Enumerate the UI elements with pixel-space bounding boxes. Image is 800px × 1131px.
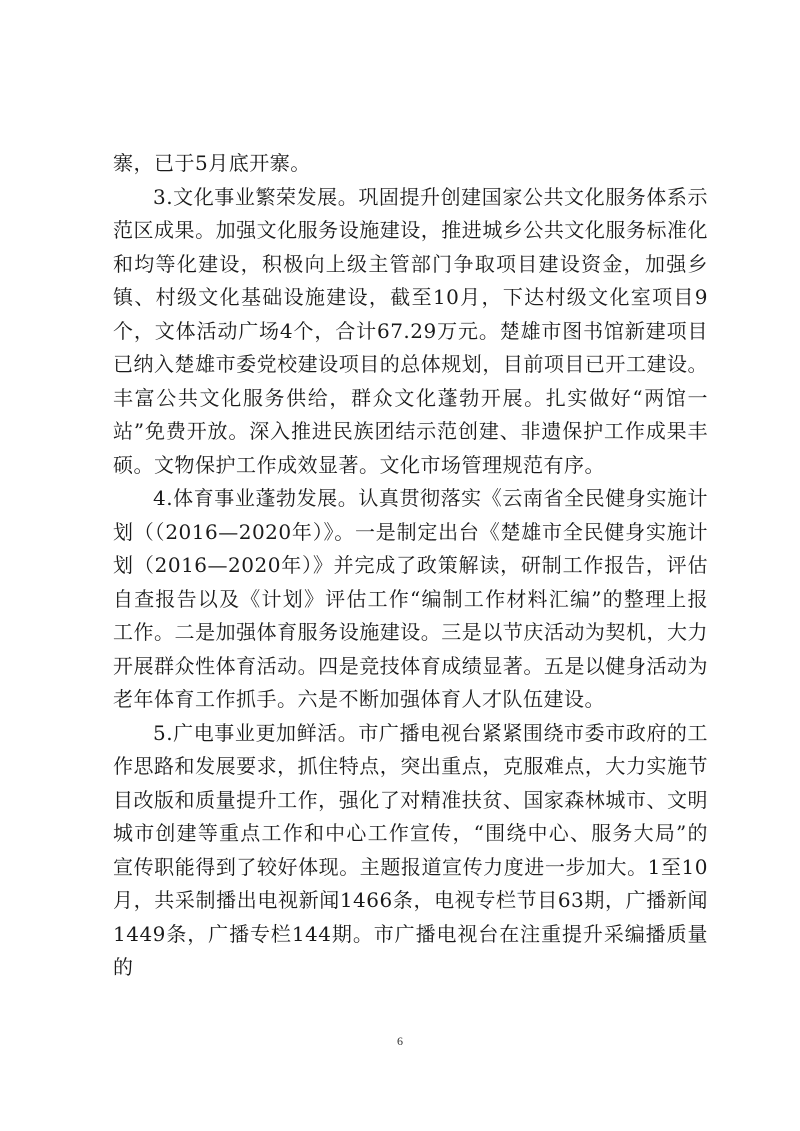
paragraph-sports: 4.体育事业蓬勃发展。认真贯彻落实《云南省全民健身实施计划（（2016—2020年）》。一是制定出台《楚雄市全民健身实施计划（2016—2020年）》并完成了政策解读，研制工作报告，评估自查报告以及《计划》评估工作“编制工作材料汇编”的整理上报工作。二是加强体育服务设施建设。三是以节庆活动为契机，大力开展群众性体育活动。四是竞技体育成绩显著。五是以健身活动为老年体育工作抓手。六是不断加强体育人才队伍建设。 — [113, 486, 708, 711]
paragraph-culture: 3.文化事业繁荣发展。巩固提升创建国家公共文化服务体系示范区成果。加强文化服务设施建设，推进城乡公共文化服务标准化和均等化建设，积极向上级主管部门争取项目建设资金，加强乡镇、村级文化基础设施建设，截至10月，下达村级文化室项目9个，文体活动广场4个，合计67.29万元。楚雄市图书馆新建项目已纳入楚雄市委党校建设项目的总体规划，目前项目已开工建设。丰富公共文化服务供给，群众文化蓬勃开展。扎实做好“两馆一站”免费开放。深入推进民族团结示范创建、非遗保护工作成果丰硕。文物保护工作成效显著。文化市场管理规范有序。 — [113, 184, 708, 477]
body-text — [113, 147, 708, 985]
paragraph-continuation: 寨，已于5月底开寨。 — [113, 151, 311, 175]
paragraph-broadcast: 5.广电事业更加鲜活。市广播电视台紧紧围绕市委市政府的工作思路和发展要求，抓住特点，突出重点，克服难点，大力实施节目改版和质量提升工作，强化了对精准扶贫、国家森林城市、文明城市创建等重点工作和中心工作宣传，“围绕中心、服务大局”的宣传职能得到了较好体现。主题报道宣传力度进一步加大。1至10月，共采制播出电视新闻1466条，电视专栏节目63期，广播新闻1449条，广播专栏144期。市广播电视台在注重提升采编播质量的 — [113, 720, 708, 979]
page-number: 6 — [397, 1034, 403, 1048]
